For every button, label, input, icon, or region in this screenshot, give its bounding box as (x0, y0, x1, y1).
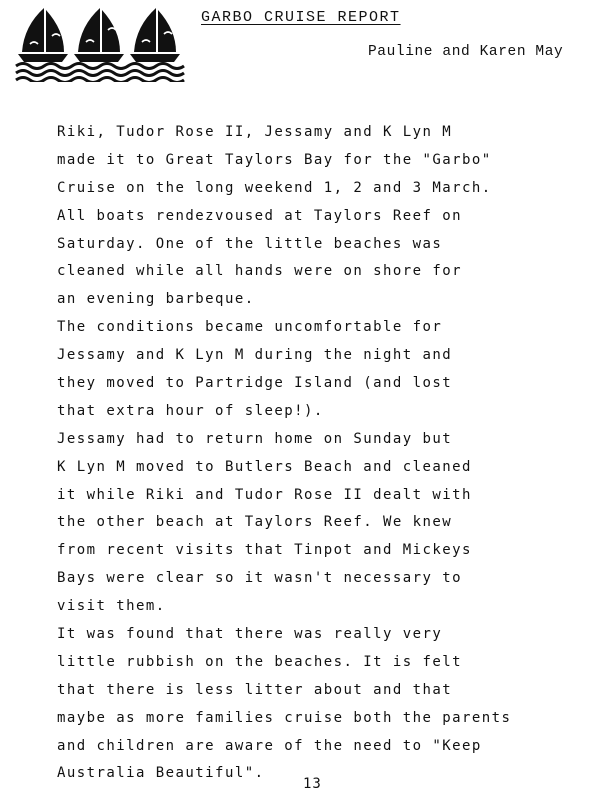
body-line: K Lyn M moved to Butlers Beach and cleaned (57, 458, 472, 475)
body-line: that there is less litter about and that (57, 681, 453, 698)
body-line: from recent visits that Tinpot and Mickeys (57, 542, 472, 559)
body-line: they moved to Partridge Island (and lost (57, 375, 453, 392)
body-line: All boats rendezvoused at Taylors Reef on (57, 207, 463, 224)
body-line: Jessamy and K Lyn M during the night and (57, 347, 453, 364)
waves-icon (16, 64, 184, 83)
body-line: cleaned while all hands were on shore for (57, 263, 463, 280)
report-authors: Pauline and Karen May (368, 44, 564, 60)
sailboat-icon (18, 8, 68, 62)
report-body (57, 119, 602, 788)
body-line: Riki, Tudor Rose II, Jessamy and K Lyn M (57, 124, 453, 140)
body-line: Cruise on the long weekend 1, 2 and 3 March. (57, 179, 492, 196)
body-line: and children are aware of the need to "Keep (57, 737, 482, 754)
sailboat-icon (130, 8, 180, 62)
body-line: it while Riki and Tudor Rose II dealt with (57, 486, 472, 503)
sailboat-icon (74, 8, 124, 62)
body-line: little rubbish on the beaches. It is felt (57, 653, 463, 670)
body-line: the other beach at Taylors Reef. We knew (57, 514, 453, 531)
body-line: made it to Great Taylors Bay for the "Garbo" (57, 151, 492, 168)
report-title: GARBO CRUISE REPORT (201, 9, 401, 26)
body-line: visit them. (57, 598, 166, 615)
body-line: It was found that there was really very (57, 626, 443, 643)
body-line: The conditions became uncomfortable for (57, 319, 443, 336)
page-number: 13 (303, 776, 322, 792)
body-line: Bays were clear so it wasn't necessary to (57, 570, 463, 587)
body-line: an evening barbeque. (57, 291, 255, 308)
body-line: that extra hour of sleep!). (57, 402, 324, 419)
body-line: Saturday. One of the little beaches was (57, 235, 443, 252)
body-line: Jessamy had to return home on Sunday but (57, 430, 453, 447)
body-line: maybe as more families cruise both the parents (57, 709, 512, 726)
sailboats-icon (14, 6, 194, 82)
body-line: Australia Beautiful". (57, 765, 265, 782)
